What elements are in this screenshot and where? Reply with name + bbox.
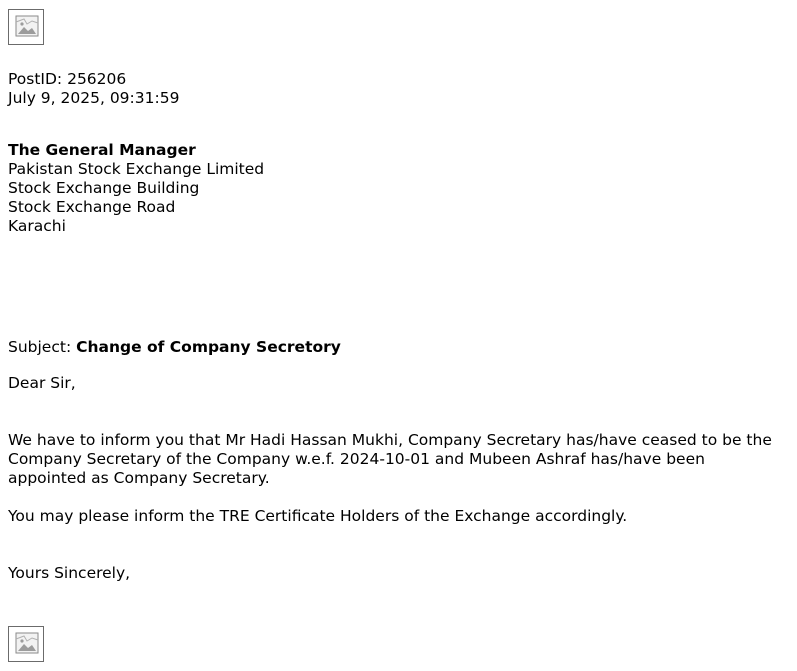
timestamp: July 9, 2025, 09:31:59 (8, 89, 180, 107)
subject-label: Subject: (8, 338, 77, 356)
recipient-line-3: Stock Exchange Road (8, 198, 176, 216)
recipient-title: The General Manager (8, 141, 196, 159)
salutation: Dear Sir, (8, 374, 76, 392)
body-paragraph-1: We have to inform you that Mr Hadi Hassan Mukhi, Company Secretary has/have ceased to be the Company Secretary of the Company w.e.f. 2024-10-01 and Mubeen Ashraf has/have been appointed as Company Secretary. (8, 431, 772, 487)
post-id: PostID: 256206 (8, 70, 127, 88)
subject-text: Change of Company Secretory (76, 338, 341, 356)
broken-image-icon (15, 632, 39, 656)
signature-broken-image-icon (8, 626, 44, 662)
body-paragraph-2: You may please inform the TRE Certificate Holders of the Exchange accordingly. (8, 507, 628, 525)
recipient-line-1: Pakistan Stock Exchange Limited (8, 160, 265, 178)
subject-line (8, 338, 341, 357)
recipient-line-4: Karachi (8, 217, 66, 235)
broken-image-icon (15, 15, 39, 39)
closing: Yours Sincerely, (8, 564, 131, 582)
recipient-line-2: Stock Exchange Building (8, 179, 200, 197)
header-logo-broken-image-icon (8, 9, 44, 45)
